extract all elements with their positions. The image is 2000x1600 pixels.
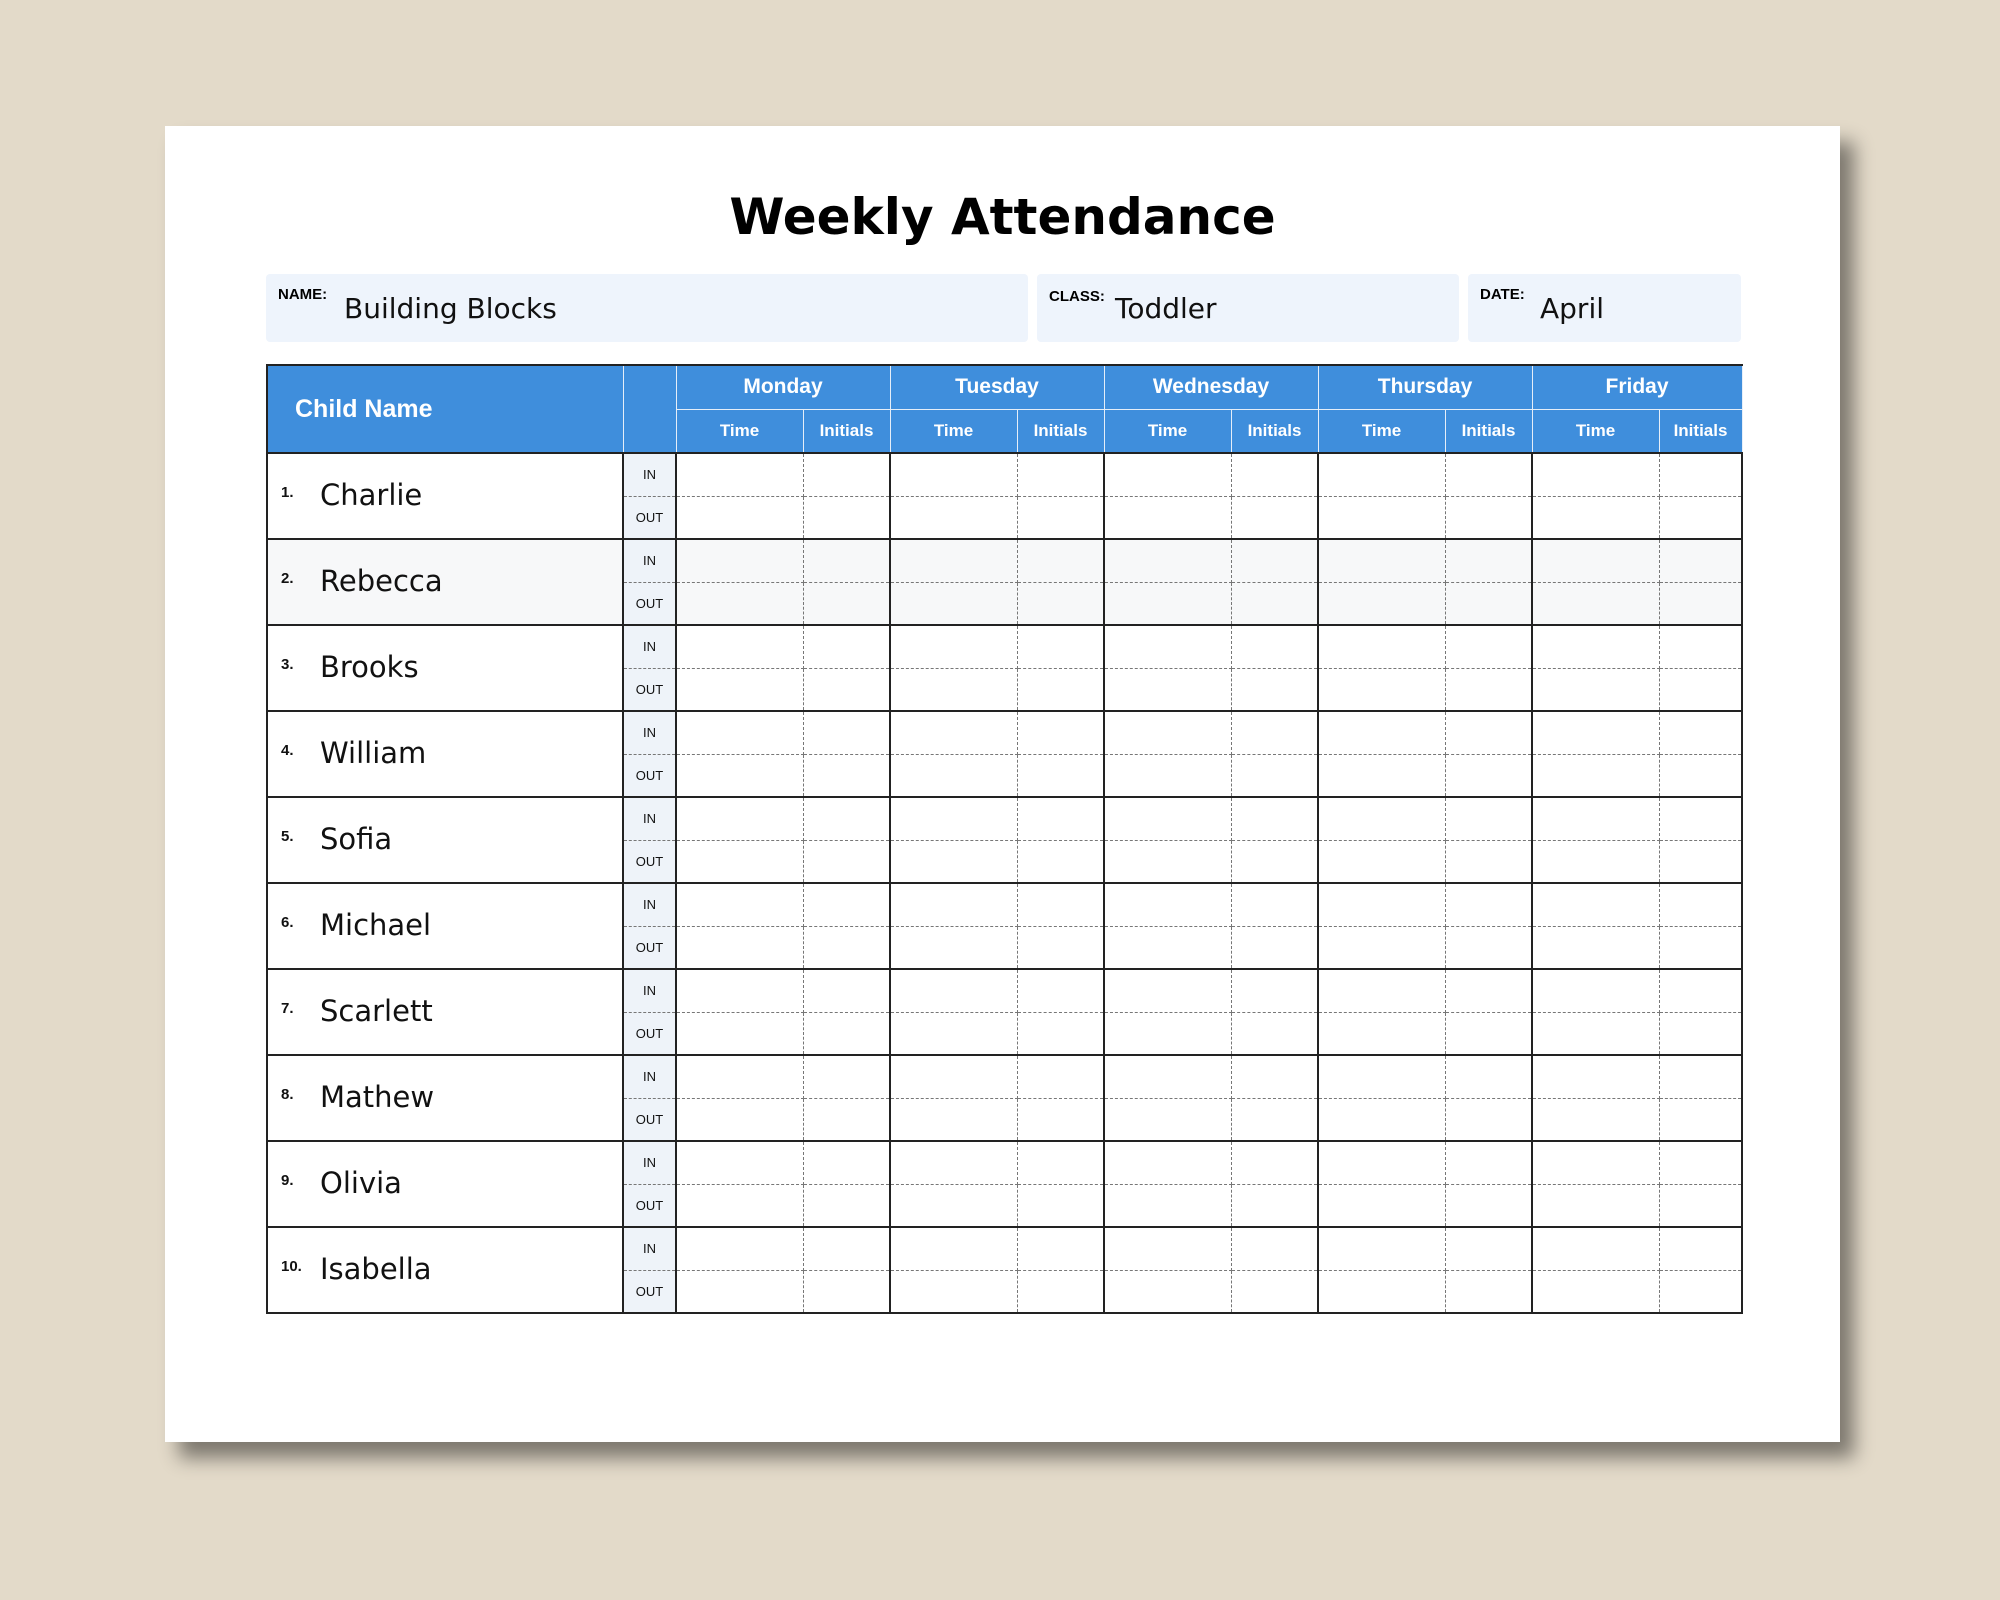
initials-out-cell[interactable] — [1231, 754, 1318, 797]
time-in-cell[interactable] — [676, 1141, 803, 1184]
child-name: Scarlett — [320, 994, 433, 1028]
time-out-cell[interactable] — [1104, 1098, 1231, 1141]
time-in-cell[interactable] — [1532, 539, 1659, 582]
initials-in-cell[interactable] — [1445, 453, 1532, 496]
child-name: Rebecca — [320, 564, 443, 598]
in-label: IN — [623, 711, 676, 754]
time-in-cell[interactable] — [1532, 1055, 1659, 1098]
child-name: Sofia — [320, 822, 393, 856]
time-in-cell[interactable] — [890, 883, 1017, 926]
time-header: Time — [1318, 409, 1445, 453]
time-in-cell[interactable] — [890, 625, 1017, 668]
initials-out-cell[interactable] — [803, 582, 890, 625]
time-out-cell[interactable] — [1318, 496, 1445, 539]
initials-out-cell[interactable] — [1231, 926, 1318, 969]
initials-out-cell[interactable] — [1659, 582, 1742, 625]
in-label: IN — [623, 1141, 676, 1184]
initials-in-cell[interactable] — [803, 539, 890, 582]
initials-out-cell[interactable] — [1017, 754, 1104, 797]
child-name: Michael — [320, 908, 432, 942]
time-header: Time — [676, 409, 803, 453]
time-out-cell[interactable] — [676, 926, 803, 969]
initials-in-cell[interactable] — [1017, 883, 1104, 926]
time-in-cell[interactable] — [1532, 453, 1659, 496]
time-out-cell[interactable] — [1318, 754, 1445, 797]
table-row — [267, 883, 1742, 926]
in-label: IN — [623, 1055, 676, 1098]
time-in-cell[interactable] — [1318, 1141, 1445, 1184]
in-label: IN — [623, 797, 676, 840]
time-out-cell[interactable] — [1318, 840, 1445, 883]
time-in-cell[interactable] — [1532, 1141, 1659, 1184]
attendance-sheet — [165, 126, 1840, 1442]
time-out-cell[interactable] — [1532, 496, 1659, 539]
initials-in-cell[interactable] — [1659, 453, 1742, 496]
time-in-cell[interactable] — [890, 1227, 1017, 1270]
child-name: Olivia — [320, 1166, 402, 1200]
class-value: Toddler — [1115, 292, 1217, 325]
time-out-cell[interactable] — [1318, 1184, 1445, 1227]
child-name-cell — [267, 625, 623, 711]
initials-out-cell[interactable] — [1445, 754, 1532, 797]
initials-out-cell[interactable] — [1017, 582, 1104, 625]
time-out-cell[interactable] — [1532, 1012, 1659, 1055]
initials-out-cell[interactable] — [803, 668, 890, 711]
initials-out-cell[interactable] — [803, 926, 890, 969]
initials-out-cell[interactable] — [1017, 926, 1104, 969]
table-row — [267, 539, 1742, 582]
time-in-cell[interactable] — [1104, 539, 1231, 582]
time-out-cell[interactable] — [1104, 1184, 1231, 1227]
child-number: 7. — [281, 1000, 294, 1017]
time-in-cell[interactable] — [1104, 797, 1231, 840]
initials-in-cell[interactable] — [803, 1227, 890, 1270]
initials-out-cell[interactable] — [1445, 496, 1532, 539]
table-row — [267, 453, 1742, 496]
initials-in-cell[interactable] — [1445, 1055, 1532, 1098]
initials-in-cell[interactable] — [1659, 883, 1742, 926]
initials-in-cell[interactable] — [1017, 453, 1104, 496]
date-value: April — [1540, 292, 1604, 325]
initials-out-cell[interactable] — [1231, 1098, 1318, 1141]
initials-in-cell[interactable] — [803, 969, 890, 1012]
out-label: OUT — [623, 1270, 676, 1313]
time-out-cell[interactable] — [890, 1098, 1017, 1141]
time-in-cell[interactable] — [1318, 711, 1445, 754]
time-out-cell[interactable] — [1318, 582, 1445, 625]
initials-out-cell[interactable] — [1231, 582, 1318, 625]
time-in-cell[interactable] — [1318, 883, 1445, 926]
table-row — [267, 1227, 1742, 1270]
initials-in-cell[interactable] — [1231, 711, 1318, 754]
initials-header: Initials — [803, 409, 890, 453]
child-name-header: Child Name — [267, 365, 623, 453]
initials-in-cell[interactable] — [1231, 539, 1318, 582]
initials-out-cell[interactable] — [1659, 926, 1742, 969]
time-out-cell[interactable] — [1104, 1012, 1231, 1055]
time-in-cell[interactable] — [676, 453, 803, 496]
time-in-cell[interactable] — [1532, 1227, 1659, 1270]
time-out-cell[interactable] — [1532, 1184, 1659, 1227]
out-label: OUT — [623, 754, 676, 797]
time-header: Time — [1532, 409, 1659, 453]
in-label: IN — [623, 539, 676, 582]
time-out-cell[interactable] — [890, 926, 1017, 969]
initials-in-cell[interactable] — [1231, 1055, 1318, 1098]
initials-in-cell[interactable] — [1659, 625, 1742, 668]
initials-out-cell[interactable] — [1231, 496, 1318, 539]
time-out-cell[interactable] — [1532, 754, 1659, 797]
child-name-cell — [267, 453, 623, 539]
initials-out-cell[interactable] — [1017, 1098, 1104, 1141]
time-out-cell[interactable] — [1104, 582, 1231, 625]
table-row — [267, 625, 1742, 668]
time-out-cell[interactable] — [676, 1012, 803, 1055]
time-out-cell[interactable] — [1104, 754, 1231, 797]
initials-out-cell[interactable] — [1659, 1270, 1742, 1313]
child-number: 9. — [281, 1172, 294, 1189]
initials-in-cell[interactable] — [1231, 969, 1318, 1012]
initials-in-cell[interactable] — [1445, 625, 1532, 668]
time-out-cell[interactable] — [890, 754, 1017, 797]
attendance-rows — [267, 453, 1742, 1313]
initials-out-cell[interactable] — [803, 1012, 890, 1055]
time-out-cell[interactable] — [1532, 840, 1659, 883]
initials-in-cell[interactable] — [1017, 797, 1104, 840]
initials-out-cell[interactable] — [1017, 1184, 1104, 1227]
initials-header: Initials — [1659, 409, 1742, 453]
time-in-cell[interactable] — [1532, 883, 1659, 926]
initials-in-cell[interactable] — [1659, 539, 1742, 582]
child-name: Isabella — [320, 1252, 432, 1286]
time-in-cell[interactable] — [890, 539, 1017, 582]
initials-in-cell[interactable] — [1017, 625, 1104, 668]
time-header: Time — [1104, 409, 1231, 453]
name-label: NAME: — [278, 286, 328, 303]
child-name-cell — [267, 797, 623, 883]
initials-in-cell[interactable] — [1659, 1055, 1742, 1098]
initials-out-cell[interactable] — [803, 1270, 890, 1313]
time-in-cell[interactable] — [676, 539, 803, 582]
initials-out-cell[interactable] — [1017, 1270, 1104, 1313]
initials-out-cell[interactable] — [1445, 1270, 1532, 1313]
time-in-cell[interactable] — [1104, 711, 1231, 754]
in-label: IN — [623, 1227, 676, 1270]
initials-out-cell[interactable] — [1445, 926, 1532, 969]
time-in-cell[interactable] — [676, 1227, 803, 1270]
name-field[interactable] — [266, 274, 1028, 342]
initials-in-cell[interactable] — [1017, 711, 1104, 754]
table-row — [267, 1141, 1742, 1184]
time-in-cell[interactable] — [1104, 1141, 1231, 1184]
time-in-cell[interactable] — [1318, 1227, 1445, 1270]
time-out-cell[interactable] — [1318, 1270, 1445, 1313]
time-in-cell[interactable] — [676, 1055, 803, 1098]
time-in-cell[interactable] — [890, 969, 1017, 1012]
day-header-friday: Friday — [1532, 365, 1742, 409]
time-in-cell[interactable] — [890, 711, 1017, 754]
time-in-cell[interactable] — [1104, 625, 1231, 668]
time-out-cell[interactable] — [1318, 1098, 1445, 1141]
time-out-cell[interactable] — [1318, 1012, 1445, 1055]
initials-in-cell[interactable] — [1445, 1227, 1532, 1270]
time-in-cell[interactable] — [1318, 797, 1445, 840]
child-name-cell — [267, 711, 623, 797]
time-in-cell[interactable] — [1318, 453, 1445, 496]
initials-in-cell[interactable] — [1659, 1141, 1742, 1184]
child-number: 3. — [281, 656, 294, 673]
initials-in-cell[interactable] — [1231, 1227, 1318, 1270]
time-out-cell[interactable] — [676, 582, 803, 625]
time-out-cell[interactable] — [1532, 582, 1659, 625]
time-out-cell[interactable] — [676, 1098, 803, 1141]
time-in-cell[interactable] — [1104, 969, 1231, 1012]
day-header-thursday: Thursday — [1318, 365, 1532, 409]
initials-in-cell[interactable] — [803, 711, 890, 754]
initials-out-cell[interactable] — [1659, 754, 1742, 797]
initials-header: Initials — [1445, 409, 1532, 453]
time-out-cell[interactable] — [890, 582, 1017, 625]
initials-in-cell[interactable] — [1017, 969, 1104, 1012]
day-header-monday: Monday — [676, 365, 890, 409]
name-value: Building Blocks — [344, 292, 557, 325]
time-out-cell[interactable] — [1532, 1098, 1659, 1141]
child-name: Charlie — [320, 478, 423, 512]
in-label: IN — [623, 883, 676, 926]
initials-in-cell[interactable] — [1231, 453, 1318, 496]
in-label: IN — [623, 969, 676, 1012]
time-out-cell[interactable] — [890, 1184, 1017, 1227]
initials-out-cell[interactable] — [1445, 840, 1532, 883]
time-in-cell[interactable] — [1532, 625, 1659, 668]
child-name-cell — [267, 883, 623, 969]
time-in-cell[interactable] — [1318, 539, 1445, 582]
initials-out-cell[interactable] — [1659, 1012, 1742, 1055]
child-number: 5. — [281, 828, 294, 845]
initials-out-cell[interactable] — [1231, 1270, 1318, 1313]
time-in-cell[interactable] — [1104, 1055, 1231, 1098]
time-in-cell[interactable] — [890, 1141, 1017, 1184]
initials-in-cell[interactable] — [1659, 969, 1742, 1012]
initials-in-cell[interactable] — [803, 1055, 890, 1098]
time-out-cell[interactable] — [1104, 840, 1231, 883]
out-label: OUT — [623, 1012, 676, 1055]
table-row — [267, 711, 1742, 754]
time-out-cell[interactable] — [890, 1270, 1017, 1313]
initials-in-cell[interactable] — [1231, 883, 1318, 926]
time-in-cell[interactable] — [890, 453, 1017, 496]
initials-in-cell[interactable] — [1231, 1141, 1318, 1184]
table-row — [267, 1055, 1742, 1098]
time-out-cell[interactable] — [890, 1012, 1017, 1055]
initials-in-cell[interactable] — [1445, 539, 1532, 582]
time-out-cell[interactable] — [676, 496, 803, 539]
class-label: CLASS: — [1049, 288, 1105, 305]
time-in-cell[interactable] — [1318, 1055, 1445, 1098]
initials-in-cell[interactable] — [1445, 797, 1532, 840]
initials-header: Initials — [1017, 409, 1104, 453]
initials-in-cell[interactable] — [1017, 1227, 1104, 1270]
child-name-cell — [267, 1227, 623, 1313]
time-out-cell[interactable] — [1318, 926, 1445, 969]
time-in-cell[interactable] — [1104, 883, 1231, 926]
initials-out-cell[interactable] — [1231, 1184, 1318, 1227]
time-out-cell[interactable] — [1532, 926, 1659, 969]
child-number: 4. — [281, 742, 294, 759]
initials-in-cell[interactable] — [1017, 539, 1104, 582]
initials-in-cell[interactable] — [1231, 797, 1318, 840]
child-name-cell — [267, 1055, 623, 1141]
child-number: 1. — [281, 484, 294, 501]
child-number: 8. — [281, 1086, 294, 1103]
table-row — [267, 797, 1742, 840]
time-out-cell[interactable] — [676, 1270, 803, 1313]
time-in-cell[interactable] — [676, 711, 803, 754]
initials-in-cell[interactable] — [1445, 711, 1532, 754]
child-name: Brooks — [320, 650, 419, 684]
time-in-cell[interactable] — [890, 797, 1017, 840]
initials-in-cell[interactable] — [1017, 1141, 1104, 1184]
time-out-cell[interactable] — [890, 840, 1017, 883]
date-field[interactable] — [1468, 274, 1741, 342]
time-in-cell[interactable] — [1318, 625, 1445, 668]
initials-out-cell[interactable] — [1231, 668, 1318, 711]
initials-out-cell[interactable] — [1017, 668, 1104, 711]
initials-out-cell[interactable] — [1445, 1098, 1532, 1141]
out-label: OUT — [623, 1098, 676, 1141]
initials-in-cell[interactable] — [1231, 625, 1318, 668]
time-in-cell[interactable] — [676, 625, 803, 668]
time-header: Time — [890, 409, 1017, 453]
time-in-cell[interactable] — [1104, 1227, 1231, 1270]
initials-out-cell[interactable] — [803, 1184, 890, 1227]
time-in-cell[interactable] — [1318, 969, 1445, 1012]
initials-out-cell[interactable] — [1659, 668, 1742, 711]
initials-in-cell[interactable] — [1017, 1055, 1104, 1098]
initials-out-cell[interactable] — [1445, 668, 1532, 711]
out-label: OUT — [623, 668, 676, 711]
time-out-cell[interactable] — [1532, 1270, 1659, 1313]
initials-out-cell[interactable] — [803, 1098, 890, 1141]
table-row — [267, 969, 1742, 1012]
initials-out-cell[interactable] — [1017, 496, 1104, 539]
initials-in-cell[interactable] — [803, 883, 890, 926]
initials-out-cell[interactable] — [1659, 496, 1742, 539]
initials-in-cell[interactable] — [803, 625, 890, 668]
initials-out-cell[interactable] — [1659, 840, 1742, 883]
in-out-header — [623, 365, 676, 453]
time-in-cell[interactable] — [1532, 969, 1659, 1012]
initials-in-cell[interactable] — [1445, 883, 1532, 926]
time-in-cell[interactable] — [1532, 711, 1659, 754]
page-title: Weekly Attendance — [729, 188, 1276, 246]
initials-out-cell[interactable] — [1445, 1012, 1532, 1055]
child-number: 6. — [281, 914, 294, 931]
time-out-cell[interactable] — [890, 668, 1017, 711]
initials-out-cell[interactable] — [1017, 840, 1104, 883]
initials-out-cell[interactable] — [1659, 1098, 1742, 1141]
child-number: 2. — [281, 570, 294, 587]
out-label: OUT — [623, 1184, 676, 1227]
time-in-cell[interactable] — [1104, 453, 1231, 496]
initials-in-cell[interactable] — [803, 453, 890, 496]
child-name-cell — [267, 1141, 623, 1227]
initials-in-cell[interactable] — [803, 797, 890, 840]
time-out-cell[interactable] — [1104, 926, 1231, 969]
initials-in-cell[interactable] — [1659, 711, 1742, 754]
child-number: 10. — [281, 1258, 302, 1275]
in-label: IN — [623, 453, 676, 496]
time-out-cell[interactable] — [676, 754, 803, 797]
child-name: Mathew — [320, 1080, 435, 1114]
out-label: OUT — [623, 840, 676, 883]
initials-in-cell[interactable] — [803, 1141, 890, 1184]
initials-out-cell[interactable] — [1445, 1184, 1532, 1227]
time-out-cell[interactable] — [676, 668, 803, 711]
initials-out-cell[interactable] — [803, 496, 890, 539]
time-in-cell[interactable] — [676, 969, 803, 1012]
time-out-cell[interactable] — [1104, 1270, 1231, 1313]
child-name: William — [320, 736, 427, 770]
initials-out-cell[interactable] — [1017, 1012, 1104, 1055]
initials-in-cell[interactable] — [1659, 1227, 1742, 1270]
out-label: OUT — [623, 582, 676, 625]
initials-out-cell[interactable] — [803, 840, 890, 883]
in-label: IN — [623, 625, 676, 668]
child-name-cell — [267, 969, 623, 1055]
initials-in-cell[interactable] — [1659, 797, 1742, 840]
time-in-cell[interactable] — [890, 1055, 1017, 1098]
initials-out-cell[interactable] — [1659, 1184, 1742, 1227]
out-label: OUT — [623, 926, 676, 969]
time-out-cell[interactable] — [676, 1184, 803, 1227]
initials-out-cell[interactable] — [1231, 1012, 1318, 1055]
time-in-cell[interactable] — [676, 797, 803, 840]
time-out-cell[interactable] — [1104, 496, 1231, 539]
initials-header: Initials — [1231, 409, 1318, 453]
out-label: OUT — [623, 496, 676, 539]
child-name-cell — [267, 539, 623, 625]
initials-in-cell[interactable] — [1445, 1141, 1532, 1184]
day-header-wednesday: Wednesday — [1104, 365, 1318, 409]
time-out-cell[interactable] — [676, 840, 803, 883]
initials-out-cell[interactable] — [1445, 582, 1532, 625]
time-out-cell[interactable] — [890, 496, 1017, 539]
time-in-cell[interactable] — [1532, 797, 1659, 840]
initials-in-cell[interactable] — [1445, 969, 1532, 1012]
attendance-table — [266, 364, 1743, 1314]
time-out-cell[interactable] — [1532, 668, 1659, 711]
time-out-cell[interactable] — [1104, 668, 1231, 711]
day-header-tuesday: Tuesday — [890, 365, 1104, 409]
class-field[interactable] — [1037, 274, 1459, 342]
initials-out-cell[interactable] — [1231, 840, 1318, 883]
time-out-cell[interactable] — [1318, 668, 1445, 711]
initials-out-cell[interactable] — [803, 754, 890, 797]
date-label: DATE: — [1480, 286, 1525, 303]
time-in-cell[interactable] — [676, 883, 803, 926]
